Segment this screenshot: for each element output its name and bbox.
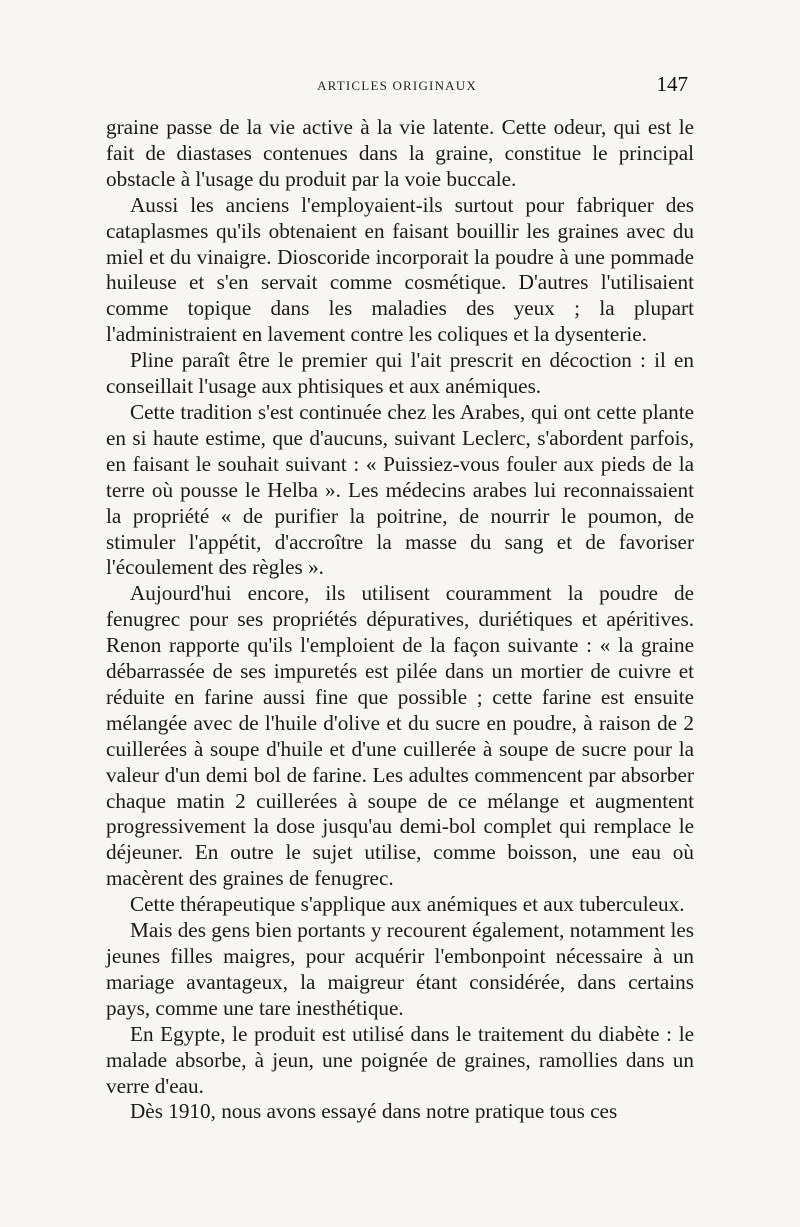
paragraph-aujourdhui: Aujourd'hui encore, ils utilisent couramment la poudre de fenugrec pour ses propriétés dépuratives, duriétiques et apéritives. Renon rapporte qu'ils l'emploient de la façon suivante : « la graine débarrassée de ses impuretés est pilée dans un mortier de cuivre et réduite en farine aussi fine que possible ; cette farine est ensuite mélangée avec de l'huile d'olive et du sucre en poudre, à raison de 2 cuillerées à soupe d'huile et d'une cuillerée à soupe de sucre pour la valeur d'un demi bol de farine. Les adultes commencent par absorber chaque matin 2 cuillerées à soupe de ce mélange et augmentent progressivement la dose jusqu'au demi-bol complet qui remplace le déjeuner. En outre le sujet utilise, comme boisson, une eau où macèrent des graines de fenugrec. bbox=[106, 581, 694, 891]
paragraph-anciens: Aussi les anciens l'employaient-ils surtout pour fabriquer des cataplasmes qu'ils obtenaient en faisant bouillir les graines avec du miel et du vinaigre. Dioscoride incorporait la poudre à une pommade huileuse et s'en servait comme cosmétique. D'autres l'utilisaient comme topique dans les maladies des yeux ; la plupart l'administraient en lavement contre les coliques et la dysenterie. bbox=[106, 192, 694, 347]
paragraph-arabes: Cette tradition s'est continuée chez les Arabes, qui ont cette plante en si haute estime, que d'aucuns, suivant Leclerc, s'abordent parfois, en faisant le souhait suivant : « Puissiez-vous fouler aux pieds de la terre où pousse le Helba ». Les médecins arabes lui reconnaissaient la propriété « de purifier la poitrine, de nourrir le poumon, de stimuler l'appétit, d'accroître la masse du sang et de favoriser l'écoulement des règles ». bbox=[106, 399, 694, 580]
paragraph-1910: Dès 1910, nous avons essayé dans notre pratique tous ces bbox=[130, 1099, 618, 1124]
paragraph-pline: Pline paraît être le premier qui l'ait prescrit en décoction : il en conseillait l'usage aux phtisiques et aux anémiques. bbox=[106, 348, 694, 399]
paragraph-therapeutique: Cette thérapeutique s'applique aux anémiques et aux tuberculeux. bbox=[130, 892, 685, 917]
paragraph-gens-bien-portants: Mais des gens bien portants y recourent également, notamment les jeunes filles maigres, pour acquérir l'embonpoint nécessaire à un mariage avantageux, la maigreur étant considérée, dans certains pays, comme une tare inesthétique. bbox=[106, 918, 694, 1020]
paragraph-continued: graine passe de la vie active à la vie latente. Cette odeur, qui est le fait de diastases contenues dans la graine, constitue le principal obstacle à l'usage du produit par la voie buccale. bbox=[106, 115, 694, 191]
running-head bbox=[106, 72, 688, 96]
running-title: ARTICLES ORIGINAUX bbox=[317, 78, 477, 93]
body-text bbox=[106, 115, 694, 1125]
page-number: 147 bbox=[656, 72, 688, 96]
paragraph-egypte: En Egypte, le produit est utilisé dans le traitement du diabète : le malade absorbe, à jeun, une poignée de graines, ramollies dans un verre d'eau. bbox=[106, 1021, 694, 1098]
